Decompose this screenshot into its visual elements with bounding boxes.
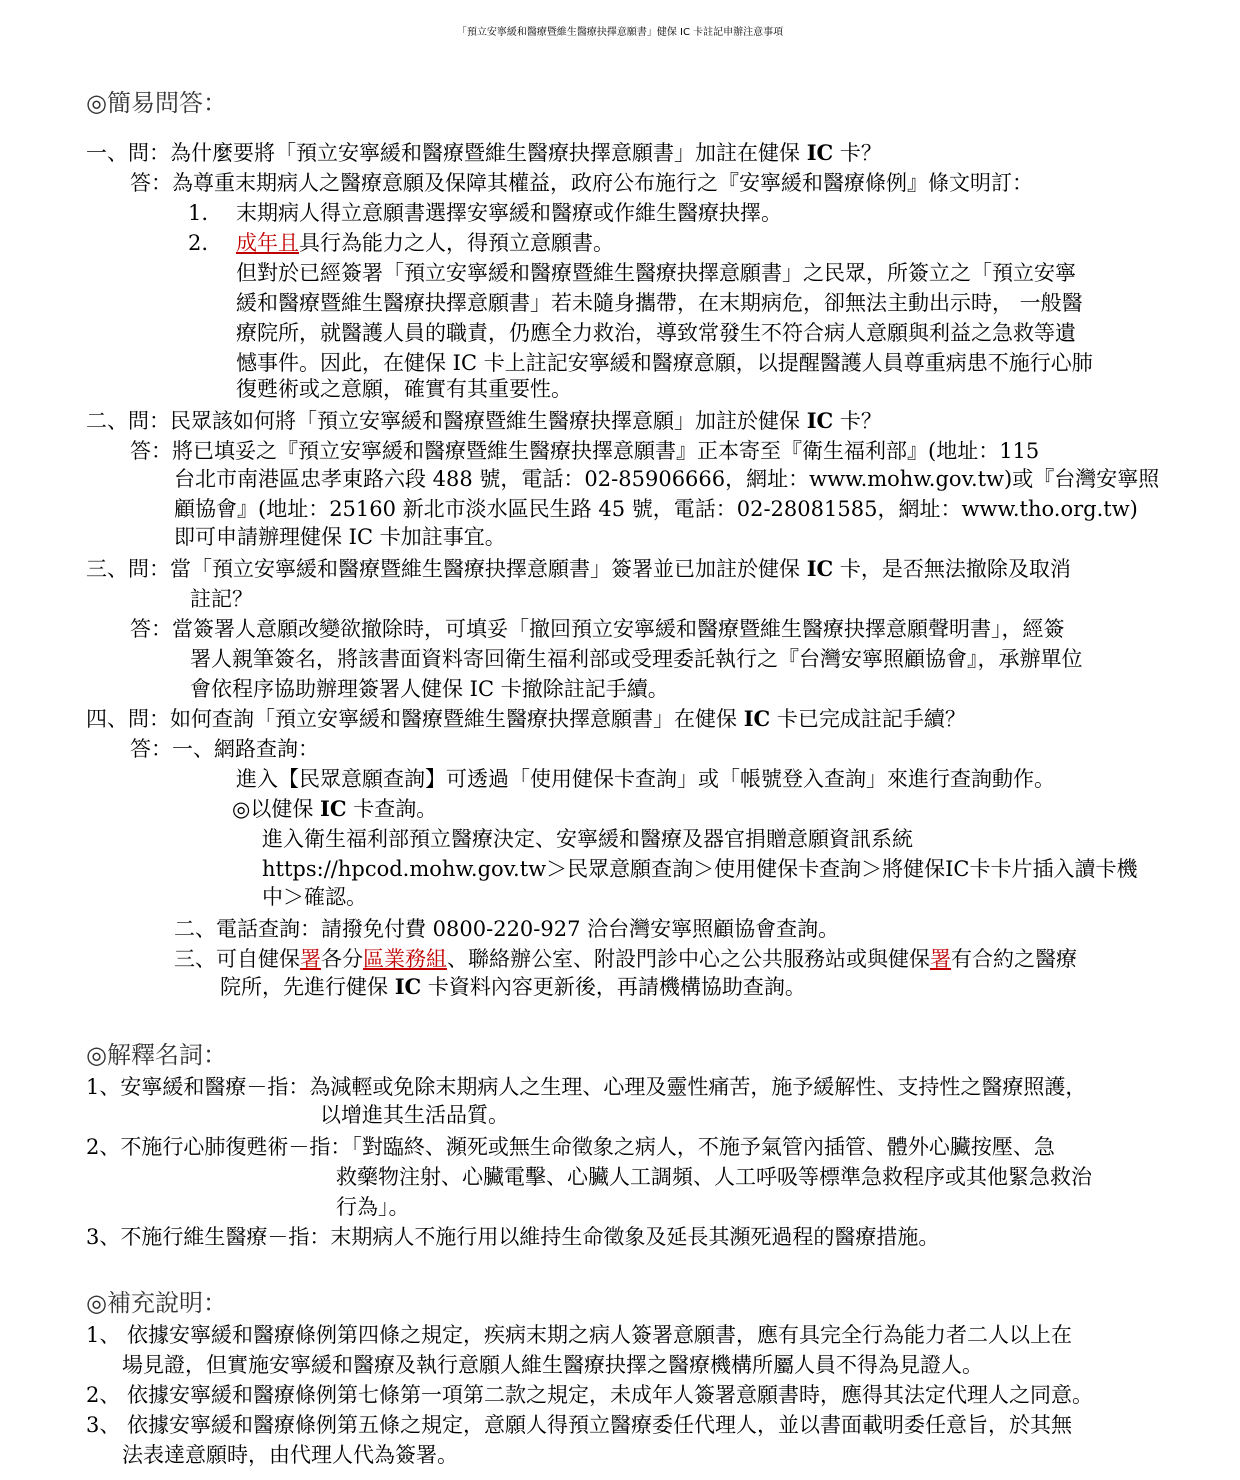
q4-office-query-line-2: 院所，先進行健保 IC 卡資料內容更新後，再請機構協助查詢。 <box>220 974 806 999</box>
red-text: 區業務組 <box>363 947 447 971</box>
q1-paragraph-line: 但對於已經簽署「預立安寧緩和醫療暨維生醫療抉擇意願書」之民眾，所簽立之「預立安寧 <box>236 261 1076 285</box>
q1-paragraph-line: 療院所，就醫護人員的職責，仍應全力救治，導致常發生不符合病人意願與利益之急救等遺 <box>236 321 1076 345</box>
term-1: 1、安寧緩和醫療－指：為減輕或免除末期病人之生理、心理及靈性痛苦，施予緩解性、支持性之醫療照護， <box>86 1075 1087 1099</box>
note-1: 1、 依據安寧緩和醫療條例第四條之規定，疾病末期之病人簽署意願書，應有具完全行為能力者二人以上在 <box>86 1323 1073 1347</box>
note-1-continued: 場見證，但實施安寧緩和醫療及執行意願人維生醫療抉擇之醫療機構所屬人員不得為見證人。 <box>122 1353 983 1377</box>
q1-paragraph-line: 憾事件。因此，在健保 IC 卡上註記安寧緩和醫療意願，以提醒醫護人員尊重病患不施行心肺 <box>236 351 1093 375</box>
q1-answer: 答：為尊重末期病人之醫療意願及保障其權益，政府公布施行之『安寧緩和醫療條例』條文明訂： <box>130 171 1033 195</box>
term-3: 3、不施行維生醫療－指：末期病人不施行用以維持生命徵象及延長其瀕死過程的醫療措施。 <box>86 1225 940 1249</box>
notes-section-heading: ◎補充說明： <box>86 1289 227 1317</box>
q4-web-query-line: 中＞確認。 <box>262 885 367 909</box>
q4-question: 四、問：如何查詢「預立安寧緩和醫療暨維生醫療抉擇意願書」在健保 IC 卡已完成註記手續？ <box>86 706 966 731</box>
q2-answer-line: 答：將已填妥之『預立安寧緩和醫療暨維生醫療抉擇意願書』正本寄至『衛生福利部』(地址：115 <box>130 439 1040 463</box>
q4-office-query: 三、可自健保署各分區業務組、聯絡辦公室、附設門診中心之公共服務站或與健保署有合約之醫療 <box>174 947 1077 971</box>
term-2: 2、不施行心肺復甦術－指：「對臨終、瀕死或無生命徵象之病人，不施予氣管內插管、體外心臟按壓、急 <box>86 1135 1055 1159</box>
q3-question-line-2: 註記？ <box>190 587 253 611</box>
terms-section-heading: ◎解釋名詞： <box>86 1041 227 1069</box>
term-2-continued: 行為」。 <box>336 1195 410 1219</box>
note-3-continued: 法表達意願時，由代理人代為簽署。 <box>122 1443 458 1467</box>
q4-web-query-line: 進入【民眾意願查詢】可透過「使用健保卡查詢」或「帳號登入查詢」來進行查詢動作。 <box>236 767 1055 791</box>
qa-section-heading: ◎簡易問答： <box>86 89 227 117</box>
term-1-continued: 以增進其生活品質。 <box>320 1103 509 1127</box>
q4-web-query-url: https://hpcod.mohw.gov.tw＞民眾意願查詢＞使用健保卡查詢＞將健保IC卡卡片插入讀卡機 <box>262 857 1138 881</box>
q1-item-1-number: 1. <box>188 201 209 225</box>
q3-answer-line: 會依程序協助辦理簽署人健保 IC 卡撤除註記手續。 <box>190 677 669 701</box>
q4-phone-query: 二、電話查詢：請撥免付費 0800-220-927 洽台灣安寧照顧協會查詢。 <box>174 917 840 941</box>
q1-item-1: 末期病人得立意願書選擇安寧緩和醫療或作維生醫療抉擇。 <box>236 201 782 225</box>
q3-answer-line: 署人親筆簽名，將該書面資料寄回衛生福利部或受理委託執行之『台灣安寧照顧協會』，承辦單位 <box>190 647 1083 671</box>
term-2-continued: 救藥物注射、心臟電擊、心臟人工調頻、人工呼吸等標準急救程序或其他緊急救治 <box>336 1165 1092 1189</box>
q1-paragraph-line: 緩和醫療暨維生醫療抉擇意願書」若未隨身攜帶，在末期病危，卻無法主動出示時， 一般醫 <box>236 291 1083 315</box>
q3-question: 三、問：當「預立安寧緩和醫療暨維生醫療抉擇意願書」簽署並已加註於健保 IC 卡，是否無法撤除及取消 <box>86 556 1071 581</box>
document-title: 「預立安寧緩和醫療暨維生醫療抉擇意願書」健保 IC 卡註記申辦注意事項 <box>456 27 784 38</box>
red-text: 署 <box>300 947 321 971</box>
q2-question: 二、問：民眾該如何將「預立安寧緩和醫療暨維生醫療抉擇意願」加註於健保 IC 卡？ <box>86 408 882 433</box>
q2-answer-line: 台北市南港區忠孝東路六段 488 號，電話：02-85906666，網址：www.mohw.gov.tw)或『台灣安寧照 <box>174 467 1160 491</box>
q4-ic-card-query: ◎以健保 IC 卡查詢。 <box>232 796 438 821</box>
q3-answer-line: 答：當簽署人意願改變欲撤除時，可填妥「撤回預立安寧緩和醫療暨維生醫療抉擇意願聲明書」，經簽 <box>130 617 1065 641</box>
q1-question: 一、問：為什麼要將「預立安寧緩和醫療暨維生醫療抉擇意願書」加註在健保 IC 卡？ <box>86 140 882 165</box>
red-text: 署 <box>930 947 951 971</box>
q4-web-query-line: 進入衛生福利部預立醫療決定、安寧緩和醫療及器官捐贈意願資訊系統 <box>262 827 913 851</box>
q1-item-2-number: 2. <box>188 231 209 255</box>
note-3: 3、 依據安寧緩和醫療條例第五條之規定，意願人得預立醫療委任代理人，並以書面載明委任意旨，於其無 <box>86 1413 1073 1437</box>
q1-item-2: 成年且具行為能力之人，得預立意願書。 <box>236 231 614 255</box>
q1-item-2-red-text: 成年且 <box>236 231 299 255</box>
q1-paragraph-line: 復甦術或之意願，確實有其重要性。 <box>236 377 572 401</box>
q2-answer-line: 即可申請辦理健保 IC 卡加註事宜。 <box>174 525 506 549</box>
q2-answer-line: 顧協會』(地址：25160 新北市淡水區民生路 45 號，電話：02-28081585，網址：www.tho.org.tw) <box>174 497 1138 521</box>
note-2: 2、 依據安寧緩和醫療條例第七條第一項第二款之規定，未成年人簽署意願書時，應得其法定代理人之同意。 <box>86 1383 1094 1407</box>
q4-answer: 答：一、網路查詢： <box>130 737 319 761</box>
